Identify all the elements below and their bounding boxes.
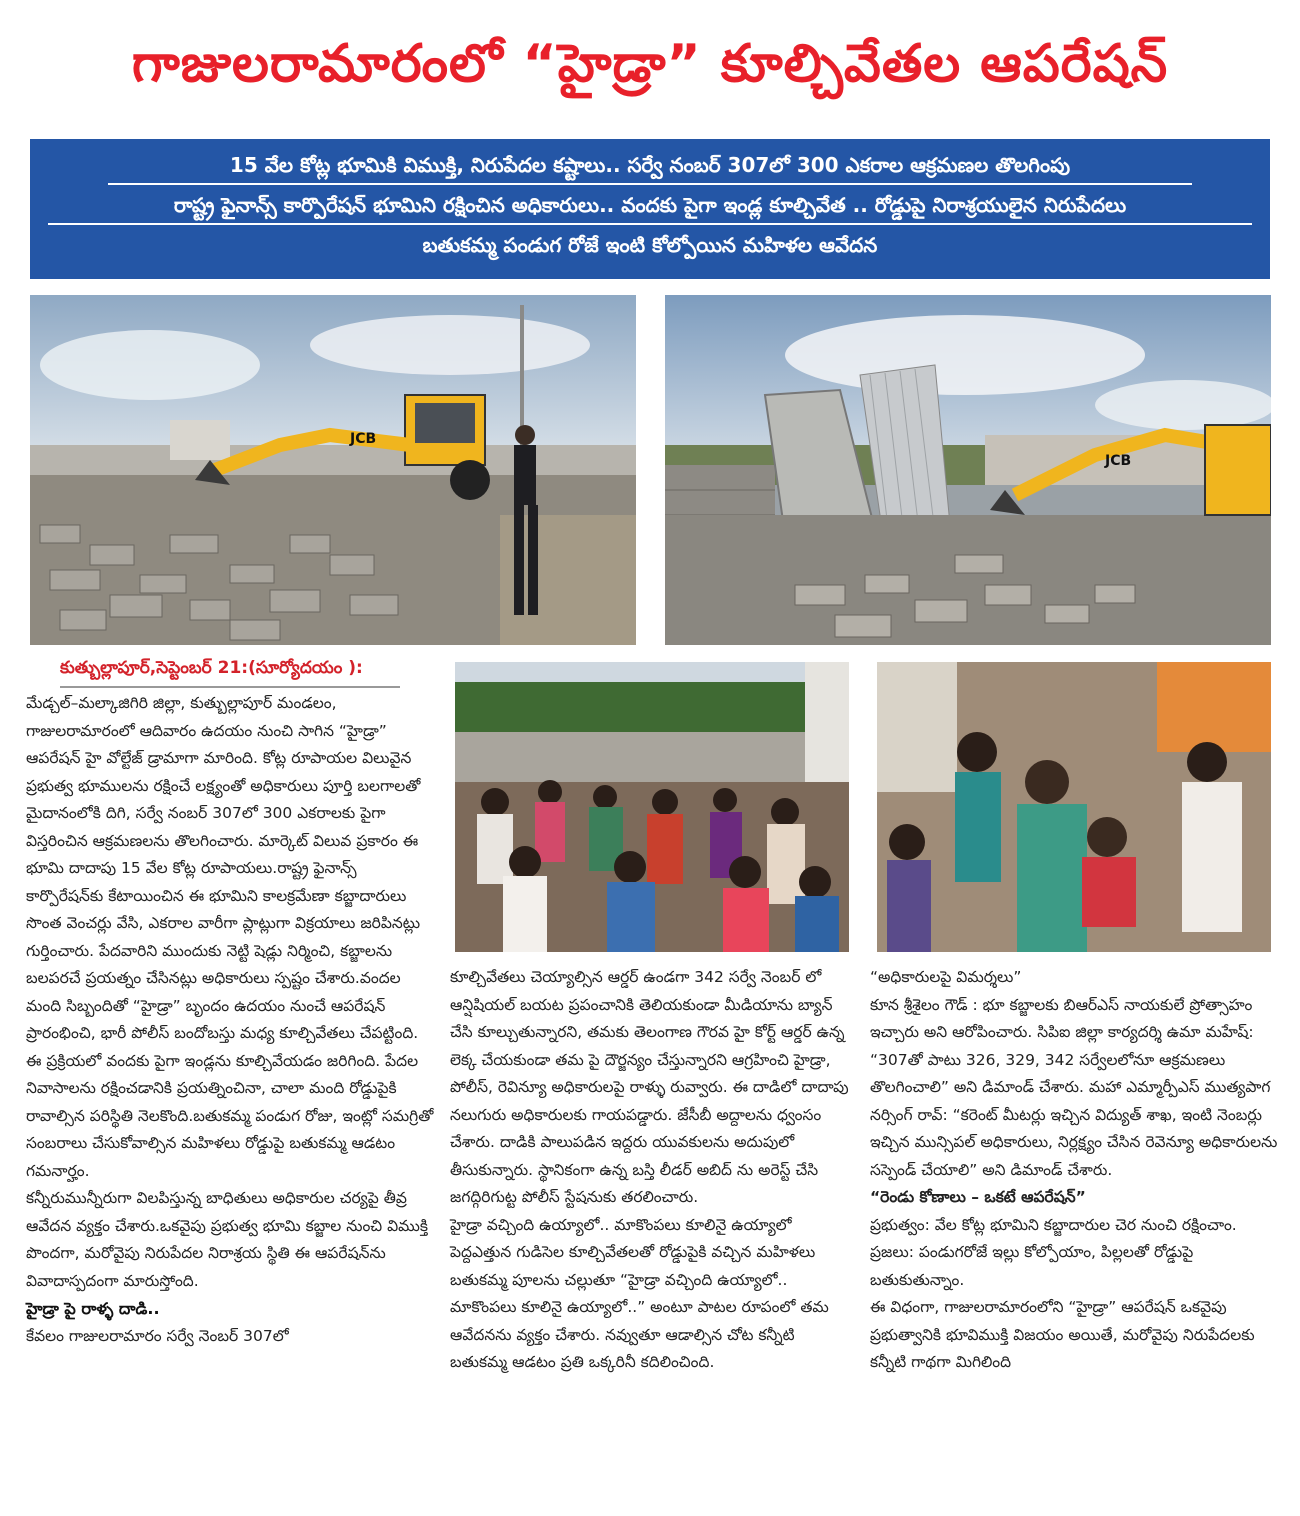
column2-body: కూల్చివేతలు చెయ్యాల్సిన ఆర్డర్ ఉండగా 342 సర్వే నెంబర్ లో ఆన్షిషియల్ బయట ప్రపంచానికి తెలియకుండా మీడియాను బ్యాన్ చేసి కూల్చుతున్నారని, తమకు తెలంగాణ గౌరవ హై కోర్ట్ ఆర్డర్ ఉన్న లెక్క చేయకుండా తమ పై దౌర్జన్యం చేస్తున్నారని ఆగ్రహించి హైడ్రా, పోలీస్, రెవిన్యూ అధికారులపై రాళ్ళు రువ్వారు. ఈ దాడిలో దాదాపు నలుగురు అధికారులకు గాయపడ్డారు. జేసీబీ అద్దాలను ధ్వంసం చేశారు. దాడికి పాలుపడిన ఇద్దరు యువకులను అదుపులో తీసుకున్నారు. స్థానికంగా ఉన్న బస్తి లీడర్ అబిద్ ను అరెస్ట్ చేసి జగద్గిరిగుట్ట పోలీస్ స్టేషనుకు తరలించారు. xyxy=(450,968,849,1206)
banner-line-3: బతుకమ్మ పండుగ రోజే ఇంటి కోల్పోయిన మహిళల ఆవేదన xyxy=(422,233,878,257)
article-column-3 xyxy=(870,964,1280,1377)
photo-mother-child xyxy=(877,662,1271,952)
jcb-marking-right: JCB xyxy=(1105,453,1132,469)
column1-subhead: హైడ్రా పై రాళ్ళ దాడి.. xyxy=(26,1299,160,1318)
column3-para2: ప్రజలు: పండుగరోజే ఇల్లు కోల్పోయాం, పిల్లలతో రోడ్డుపై బతుకుతున్నాం. xyxy=(870,1243,1194,1289)
column2-subhead: హైడ్రా వచ్చింది ఉయ్యాలో.. మాకొంపలు కూలినై ఉయ్యాలో xyxy=(450,1215,792,1234)
column3-subhead1: “అధికారులపై విమర్శలు” xyxy=(870,968,1022,986)
photo-demolition-left xyxy=(30,295,636,645)
dateline-rule xyxy=(60,686,400,688)
column3-body: కూన శ్రీశైలం గౌడ్ : భూ కబ్జాలకు బిఆర్ఎస్ నాయకులే ప్రోత్సాహం ఇచ్చారు అని ఆరోపించారు. సిపిఐ జిల్లా కార్యదర్శి ఉమా మహేష్: “307తో పాటు 326, 329, 342 సర్వేలలోనూ ఆక్రమణలు తొలగించాలి” అని డిమాండ్ చేశారు. మహా ఎమ్మార్పీఎస్ ముత్యపాగ నర్సింగ్ రావ్: “కరెంట్ మీటర్లు ఇచ్చిన విద్యుత్ శాఖ, ఇంటి నెంబర్లు ఇచ్చిన మున్సిపల్ అధికారులు, నిర్లక్ష్యం చేసిన రెవెన్యూ అధికారులను సస్పెండ్ చేయాలి” అని డిమాండ్ చేశారు. xyxy=(870,995,1278,1179)
article-column-1 xyxy=(26,690,436,1350)
headline: గాజులరామారంలో “హైడ్రా” కూల్చివేతల ఆపరేషన్ xyxy=(131,33,1169,94)
column1-body: మేడ్చల్–మల్కాజిగిరి జిల్లా, కుత్బుల్లాపూర్ మండలం, గాజులరామారంలో ఆదివారం ఉదయం నుంచి సాగిన “హైడ్రా” ఆపరేషన్ హై వోల్టేజ్ డ్రామాగా మారింది. కోట్ల రూపాయల విలువైన ప్రభుత్వ భూములను రక్షించే లక్ష్యంతో అధికారులు పూర్తి బలగాలతో మైదానంలోకి దిగి, సర్వే నంబర్ 307లో 300 ఎకరాలకు పైగా విస్తరించిన ఆక్రమణలను తొలగించారు. మార్కెట్ విలువ ప్రకారం ఈ భూమి దాదాపు 15 వేల కోట్ల రూపాయలు.రాష్ట్ర ఫైనాన్స్ కార్పొరేషన్‌కు కేటాయించిన ఈ భూమిని కాలక్రమేణా కబ్జాదారులు సొంత వెంచర్లు వేసి, ఎకరాల వారీగా ప్లాట్లుగా విక్రయాలు జరిపినట్లు గుర్తించారు. పేదవారిని ముందుకు నెట్టి షెడ్లు నిర్మించి, కబ్జాలను బలపరచే ప్రయత్నం చేసినట్లు అధికారులు స్పష్టం చేశారు.వందల మంది సిబ్బందితో “హైడ్రా” బృందం ఉదయం నుంచే ఆపరేషన్ ప్రారంభించి, భారీ పోలీస్ బందోబస్తు మధ్య కూల్చివేతలు చేపట్టింది. ఈ ప్రక్రియలో వందకు పైగా ఇండ్లను కూల్చివేయడం జరిగింది. పేదల నివాసాలను రక్షించడానికి ప్రయత్నించినా, చాలా మంది రోడ్డుపైకి రావాల్సిన పరిస్థితి నెలకొంది.బతుకమ్మ పండుగ రోజు, ఇంట్లో సమగ్రితో సంబరాలు చేసుకోవాల్సిన మహిళలు రోడ్డుపై బతుకమ్మ ఆడటం గమనార్హం. xyxy=(26,694,434,1180)
banner-line-1: 15 వేల కోట్ల భూమికి విముక్తి, నిరుపేదల కష్టాలు.. సర్వే నంబర్ 307లో 300 ఎకరాల ఆక్రమణల తొలగింపు xyxy=(108,145,1192,185)
column3-para1: ప్రభుత్వం: వేల కోట్ల భూమిని కబ్జాదారుల చెర నుంచి రక్షించాం. xyxy=(870,1215,1237,1234)
dateline: కుత్బుల్లాపూర్,సెప్టెంబర్ 21:(సూర్యోదయం ): xyxy=(60,658,363,678)
column1-body2: కన్నీరుమున్నీరుగా విలపిస్తున్న బాధితులు అధికారుల చర్యపై తీవ్ర ఆవేదన వ్యక్తం చేశారు.ఒకవైపు ప్రభుత్వ భూమి కబ్జాల నుంచి విముక్తి పొందగా, మరోవైపు నిరుపేదల నిరాశ్రయ స్థితి ఈ ఆపరేషన్‌ను వివాదాస్పదంగా మారుస్తోంది. xyxy=(26,1189,428,1290)
banner-line-2: రాష్ట్ర ఫైనాన్స్ కార్పొరేషన్ భూమిని రక్షించిన అధికారులు.. వందకు పైగా ఇండ్ల కూల్చివేత .. రోడ్డుపై నిరాశ్రయులైన నిరుపేదలు xyxy=(48,185,1252,225)
photo-women-gathering xyxy=(455,662,849,952)
article-column-2 xyxy=(450,964,850,1377)
column3-para3: ఈ విధంగా, గాజులరామారంలోని “హైడ్రా” ఆపరేషన్ ఒకవైపు ప్రభుత్వానికి భూవిముక్తి విజయం అయితే, మరోవైపు నిరుపేదలకు కన్నీటి గాథగా మిగిలింది xyxy=(870,1298,1255,1371)
photo-demolition-right xyxy=(665,295,1271,645)
jcb-marking-left: JCB xyxy=(350,431,377,447)
column3-subhead2: “రెండు కోణాలు – ఒకటే ఆపరేషన్” xyxy=(870,1188,1086,1206)
column2-body2: పెద్దఎత్తున గుడిసెల కూల్చివేతలతో రోడ్డుపైకి వచ్చిన మహిళలు బతుకమ్మ పూలను చల్లుతూ “హైడ్రా వచ్చింది ఉయ్యాలో.. మాకొంపలు కూలినై ఉయ్యాలో..” అంటూ పాటల రూపంలో తమ ఆవేదనను వ్యక్తం చేశారు. నవ్వుతూ ఆడాల్సిన చోట కన్నీటి బతుకమ్మ ఆడటం ప్రతి ఒక్కరినీ కదిలించింది. xyxy=(450,1243,829,1371)
subheadline-banner xyxy=(30,139,1270,279)
column1-body3: కేవలం గాజులరామారం సర్వే నెంబర్ 307లో xyxy=(26,1326,289,1345)
